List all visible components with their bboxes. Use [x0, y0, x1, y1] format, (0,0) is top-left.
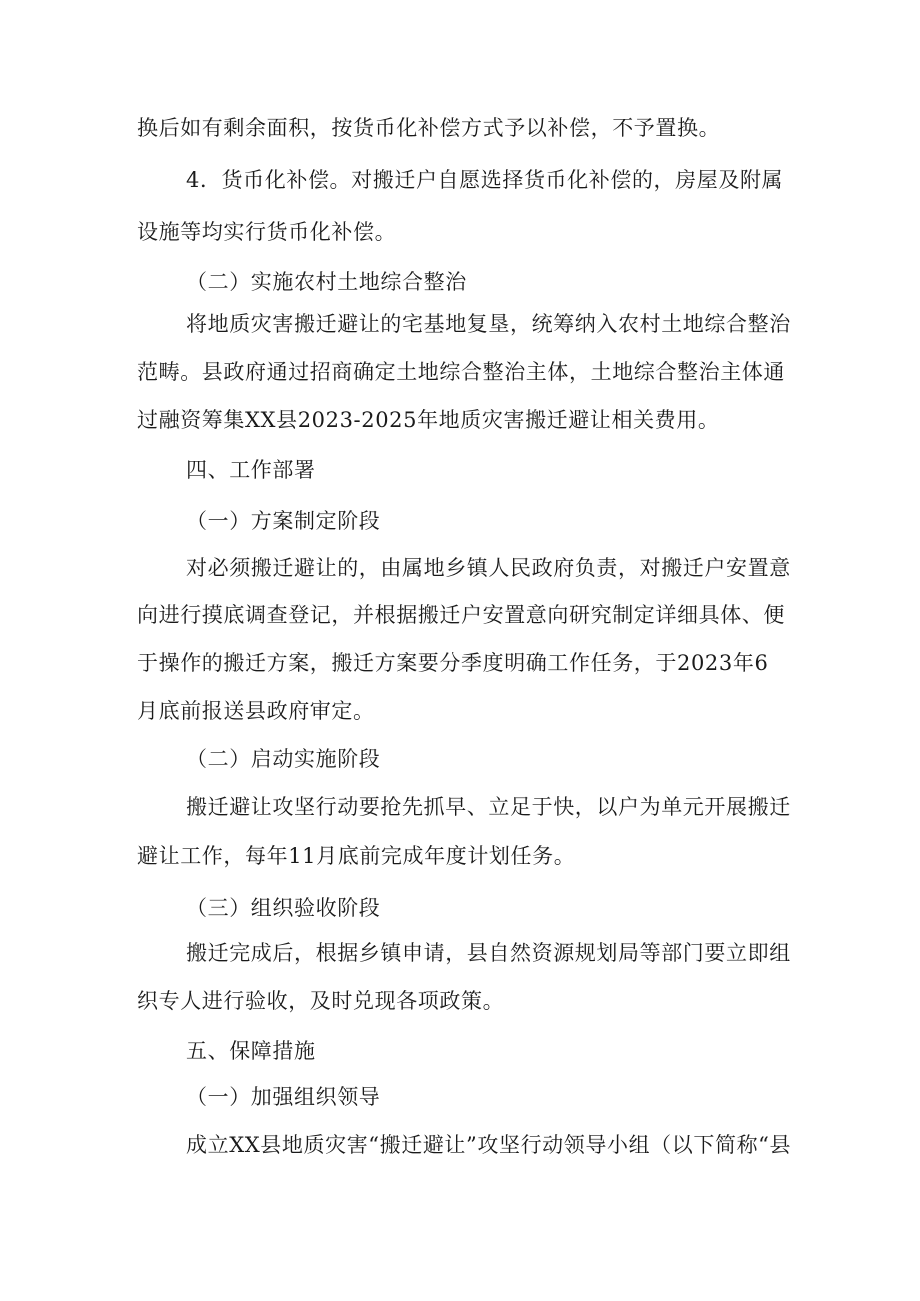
section-subheading: （二）启动实施阶段 — [186, 747, 381, 771]
body-line: 成立XX县地质灾害“搬迁避让”攻坚行动领导小组（以下简称“县 — [186, 1133, 792, 1157]
body-line: 于操作的搬迁方案，搬迁方案要分季度明确工作任务，于2023年6 — [137, 651, 769, 675]
body-line: 换后如有剩余面积，按货币化补偿方式予以补偿，不予置换。 — [137, 116, 721, 140]
body-line: 织专人进行验收，及时兑现各项政策。 — [137, 989, 505, 1013]
body-line: 对必须搬迁避让的，由属地乡镇人民政府负责，对搬迁户安置意 — [186, 556, 791, 580]
section-heading: 五、保障措施 — [186, 1039, 316, 1063]
body-line: 设施等均实行货币化补偿。 — [137, 220, 397, 244]
body-line: 4．货币化补偿。对搬迁户自愿选择货币化补偿的，房屋及附属 — [186, 168, 784, 192]
body-line: 避让工作，每年11月底前完成年度计划任务。 — [137, 844, 576, 868]
section-subheading: （三）组织验收阶段 — [186, 896, 381, 920]
body-line: 过融资筹集XX县2023-2025年地质灾害搬迁避让相关费用。 — [137, 408, 720, 432]
body-line: 月底前报送县政府审定。 — [137, 699, 375, 723]
section-subheading: （一）方案制定阶段 — [186, 509, 381, 533]
section-subheading: （二）实施农村土地综合整治 — [186, 270, 467, 294]
section-heading: 四、工作部署 — [186, 458, 316, 482]
body-line: 范畴。县政府通过招商确定土地综合整治主体，土地综合整治主体通 — [137, 360, 785, 384]
body-line: 向进行摸底调查登记，并根据搬迁户安置意向研究制定详细具体、便 — [137, 603, 785, 627]
body-line: 将地质灾害搬迁避让的宅基地复垦，统筹纳入农村土地综合整治 — [186, 312, 791, 336]
section-subheading: （一）加强组织领导 — [186, 1085, 381, 1109]
body-line: 搬迁避让攻坚行动要抢先抓早、立足于快，以户为单元开展搬迁 — [186, 795, 791, 819]
body-line: 搬迁完成后，根据乡镇申请，县自然资源规划局等部门要立即组 — [186, 941, 791, 965]
